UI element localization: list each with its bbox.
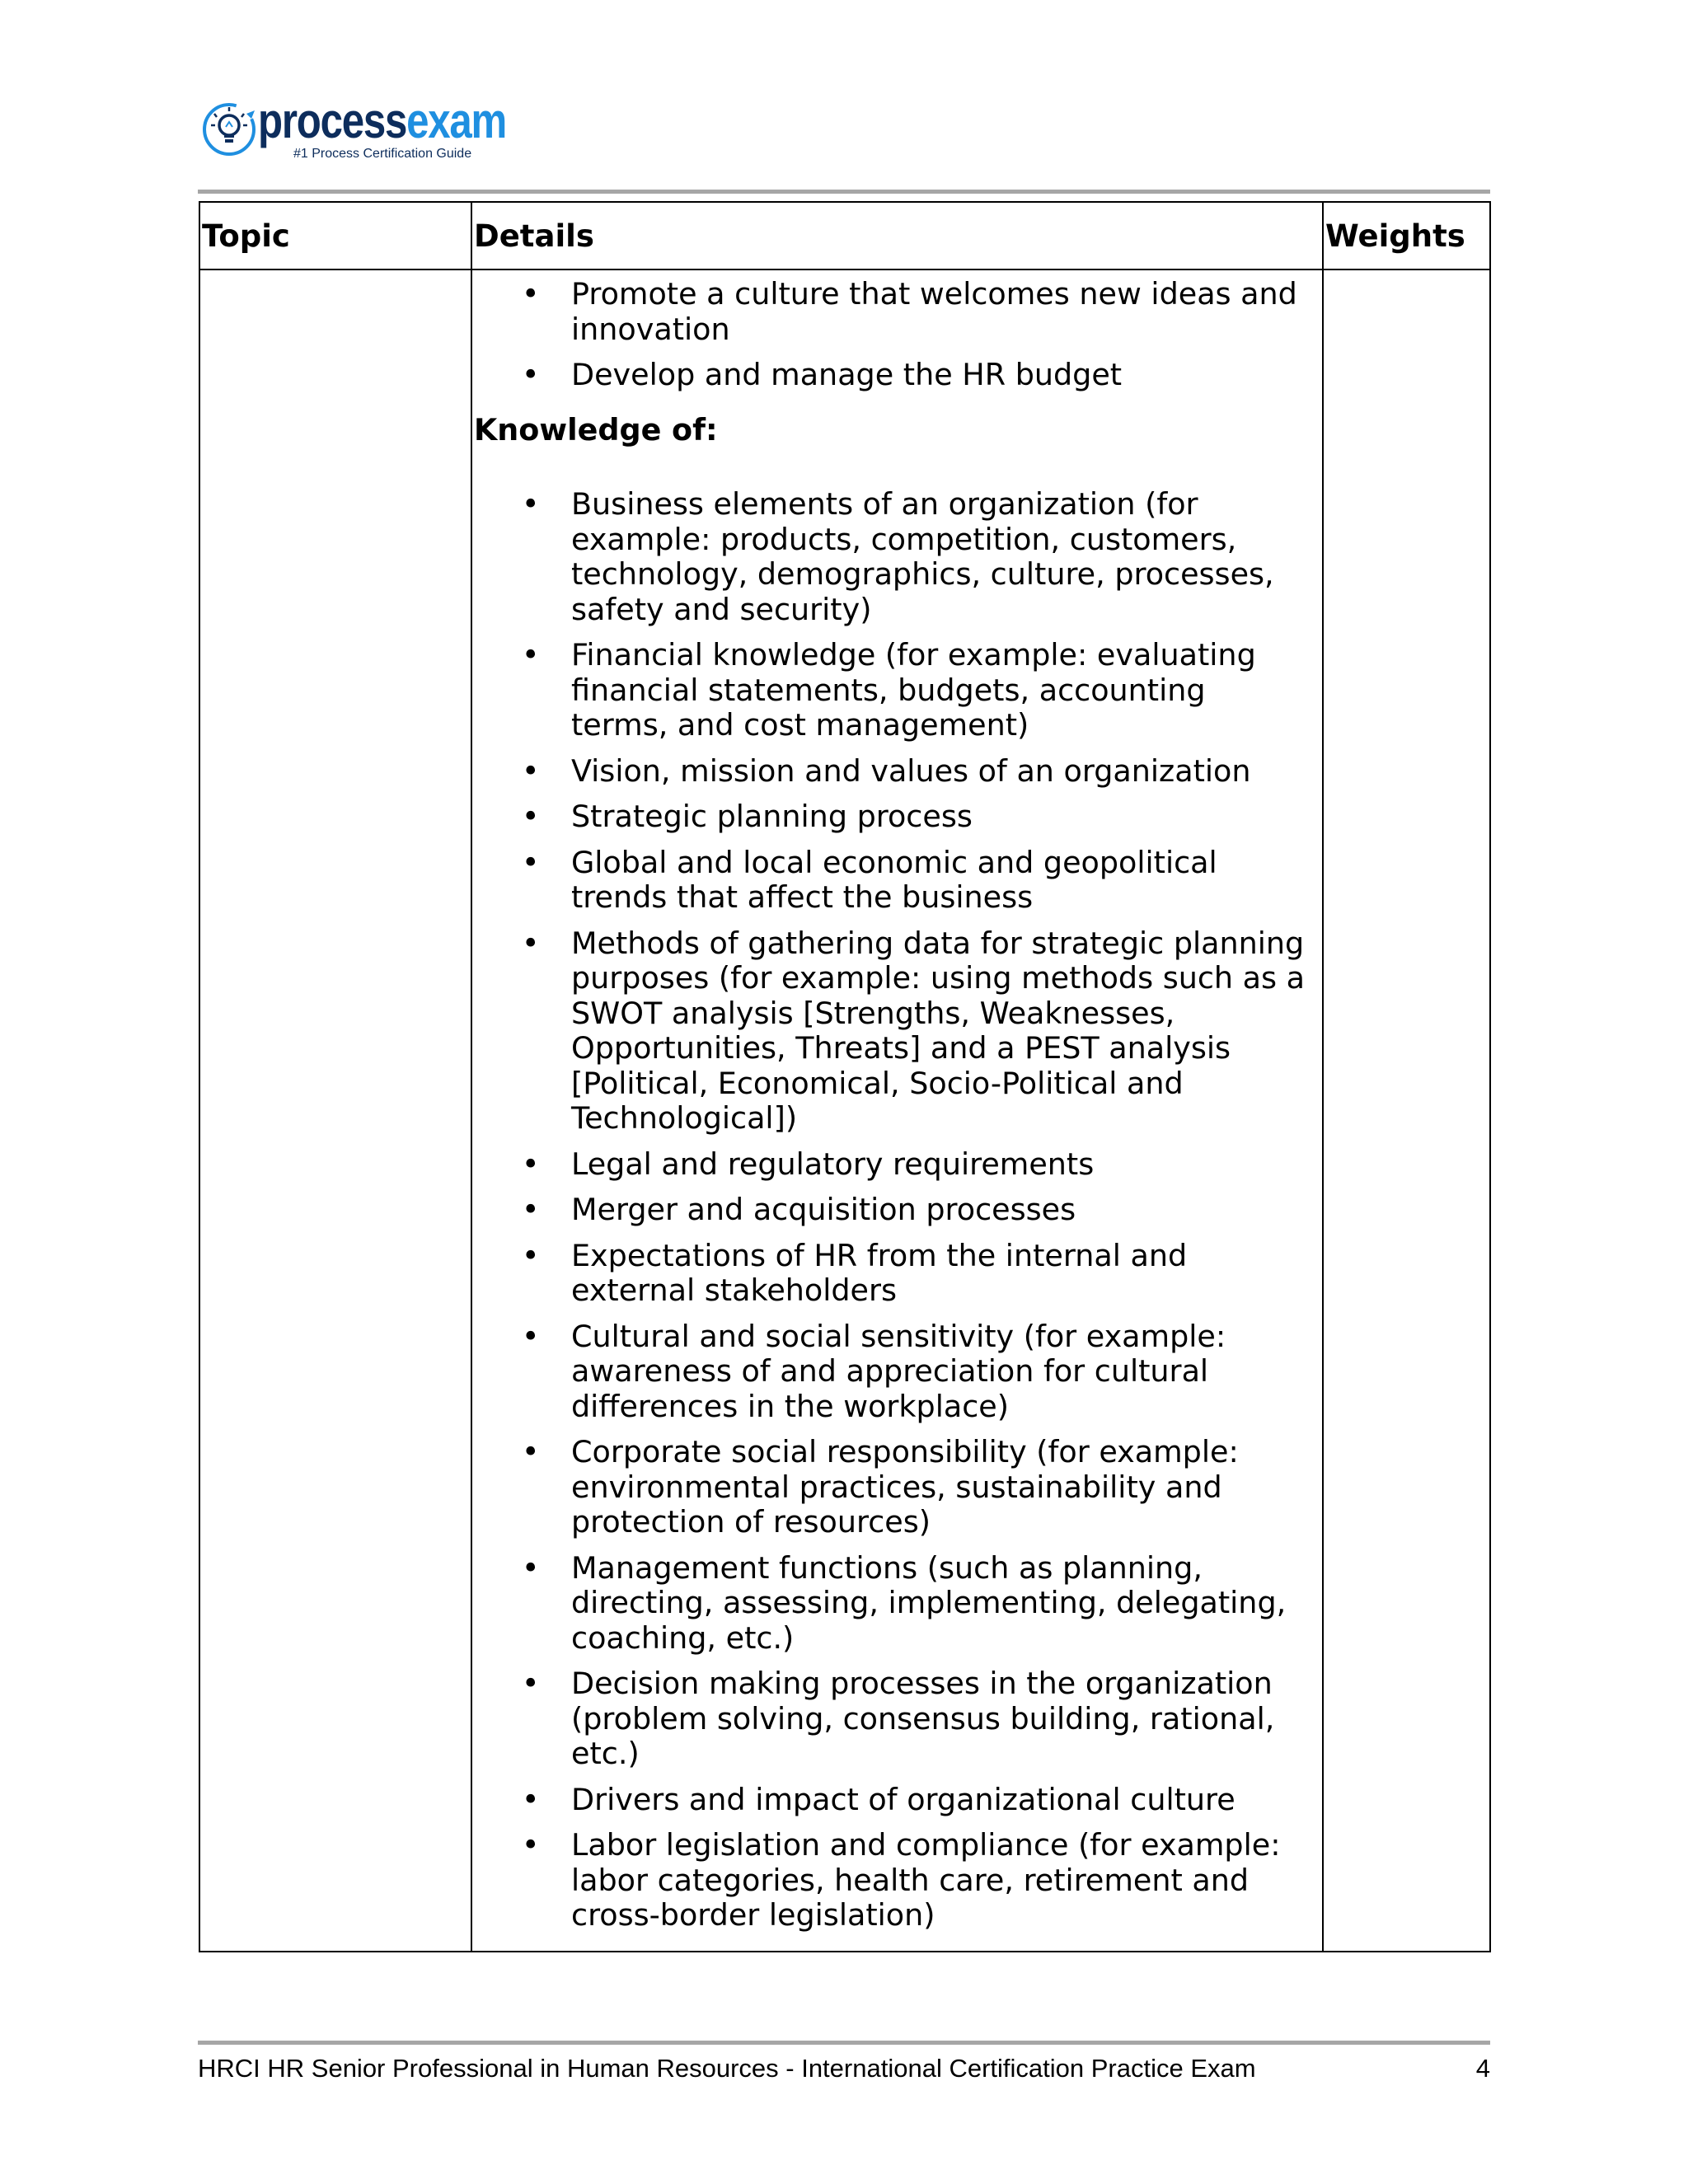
bullet-icon: • [522, 1827, 540, 1863]
list-item [474, 1193, 1307, 1228]
topic-cell [199, 269, 471, 1952]
list-item [474, 926, 1307, 1137]
list-item [474, 1239, 1307, 1309]
list-item [474, 1783, 1307, 1818]
list-item [474, 1666, 1307, 1772]
list-item-text: Vision, mission and values of an organization [571, 752, 1251, 789]
list-item [474, 754, 1307, 790]
bullet-icon: • [522, 1237, 540, 1273]
header-divider [198, 190, 1490, 194]
list-item-text: Cultural and social sensitivity (for example: awareness of and appreciation for cultural differences in the workplace) [571, 1318, 1226, 1424]
details-cell [471, 269, 1323, 1952]
list-item-text: Financial knowledge (for example: evaluating financial statements, budgets, accounting terms, and cost management) [571, 637, 1256, 743]
logo-wordmark: processexam [258, 93, 507, 148]
bullet-icon: • [522, 925, 540, 961]
list-item-text: Develop and manage the HR budget [571, 357, 1123, 392]
list-item-text: Drivers and impact of organizational culture [571, 1781, 1236, 1817]
top-bullet-list [474, 277, 1307, 393]
list-item [474, 638, 1307, 743]
page-number: 4 [1475, 2054, 1490, 2083]
list-item [474, 358, 1307, 393]
details-header: Details [471, 202, 1323, 269]
list-item-text: Promote a culture that welcomes new ideas and innovation [571, 276, 1297, 347]
list-item [474, 1319, 1307, 1425]
list-item-text: Labor legislation and compliance (for example: labor categories, health care, retirement and cross-border legislation) [571, 1827, 1281, 1933]
lightbulb-icon [200, 101, 258, 158]
bullet-icon: • [522, 276, 540, 312]
bullet-icon: • [522, 357, 540, 392]
list-item [474, 277, 1307, 347]
table-header-row [199, 202, 1490, 269]
bullet-icon: • [522, 1318, 540, 1354]
list-item [474, 846, 1307, 916]
knowledge-bullet-list [474, 487, 1307, 1933]
table-row [199, 269, 1490, 1952]
list-item [474, 1828, 1307, 1933]
list-item-text: Strategic planning process [571, 799, 973, 834]
processexam-logo [200, 93, 546, 163]
knowledge-label: Knowledge of: [474, 411, 718, 448]
bullet-icon: • [522, 1146, 540, 1182]
list-item [474, 799, 1307, 835]
exam-topics-table [199, 201, 1491, 1952]
list-item-text: Merger and acquisition processes [571, 1192, 1076, 1227]
weights-cell [1323, 269, 1490, 1952]
logo-tagline: #1 Process Certification Guide [293, 147, 472, 161]
footer-title: HRCI HR Senior Professional in Human Resources - International Certification Practice Exam [198, 2054, 1256, 2083]
topic-header: Topic [199, 202, 471, 269]
list-item-text: Legal and regulatory requirements [571, 1146, 1095, 1182]
bullet-icon: • [522, 799, 540, 834]
list-item-text: Methods of gathering data for strategic planning purposes (for example: using methods such as a SWOT analysis [Strengths, Weaknesses, Opportunities, Threats] and a PEST analysis [Political, Economical, Socio-Political and Technological]) [571, 925, 1306, 1136]
list-item [474, 487, 1307, 627]
list-item-text: Corporate social responsibility (for example: environmental practices, sustainability and protection of resources) [571, 1434, 1239, 1540]
bullet-icon: • [522, 1192, 540, 1227]
bullet-icon: • [522, 1434, 540, 1469]
bullet-icon: • [522, 844, 540, 880]
list-item-text: Expectations of HR from the internal and external stakeholders [571, 1237, 1188, 1308]
list-item-text: Business elements of an organization (for example: products, competition, customers, technology, demographics, culture, processes, safety and security) [571, 486, 1274, 627]
list-item [474, 1435, 1307, 1540]
bullet-icon: • [522, 752, 540, 789]
bullet-icon: • [522, 486, 540, 522]
list-item-text: Decision making processes in the organization (problem solving, consensus building, rational, etc.) [571, 1666, 1275, 1771]
list-item [474, 1551, 1307, 1657]
list-item [474, 1147, 1307, 1183]
bullet-icon: • [522, 1781, 540, 1817]
bullet-icon: • [522, 1666, 540, 1701]
bullet-icon: • [522, 1549, 540, 1586]
list-item-text: Global and local economic and geopolitical trends that affect the business [571, 844, 1217, 915]
footer-divider [198, 2041, 1490, 2045]
weights-header: Weights [1323, 202, 1490, 269]
list-item-text: Management functions (such as planning, directing, assessing, implementing, delegating, coaching, etc.) [571, 1549, 1287, 1656]
bullet-icon: • [522, 637, 540, 673]
